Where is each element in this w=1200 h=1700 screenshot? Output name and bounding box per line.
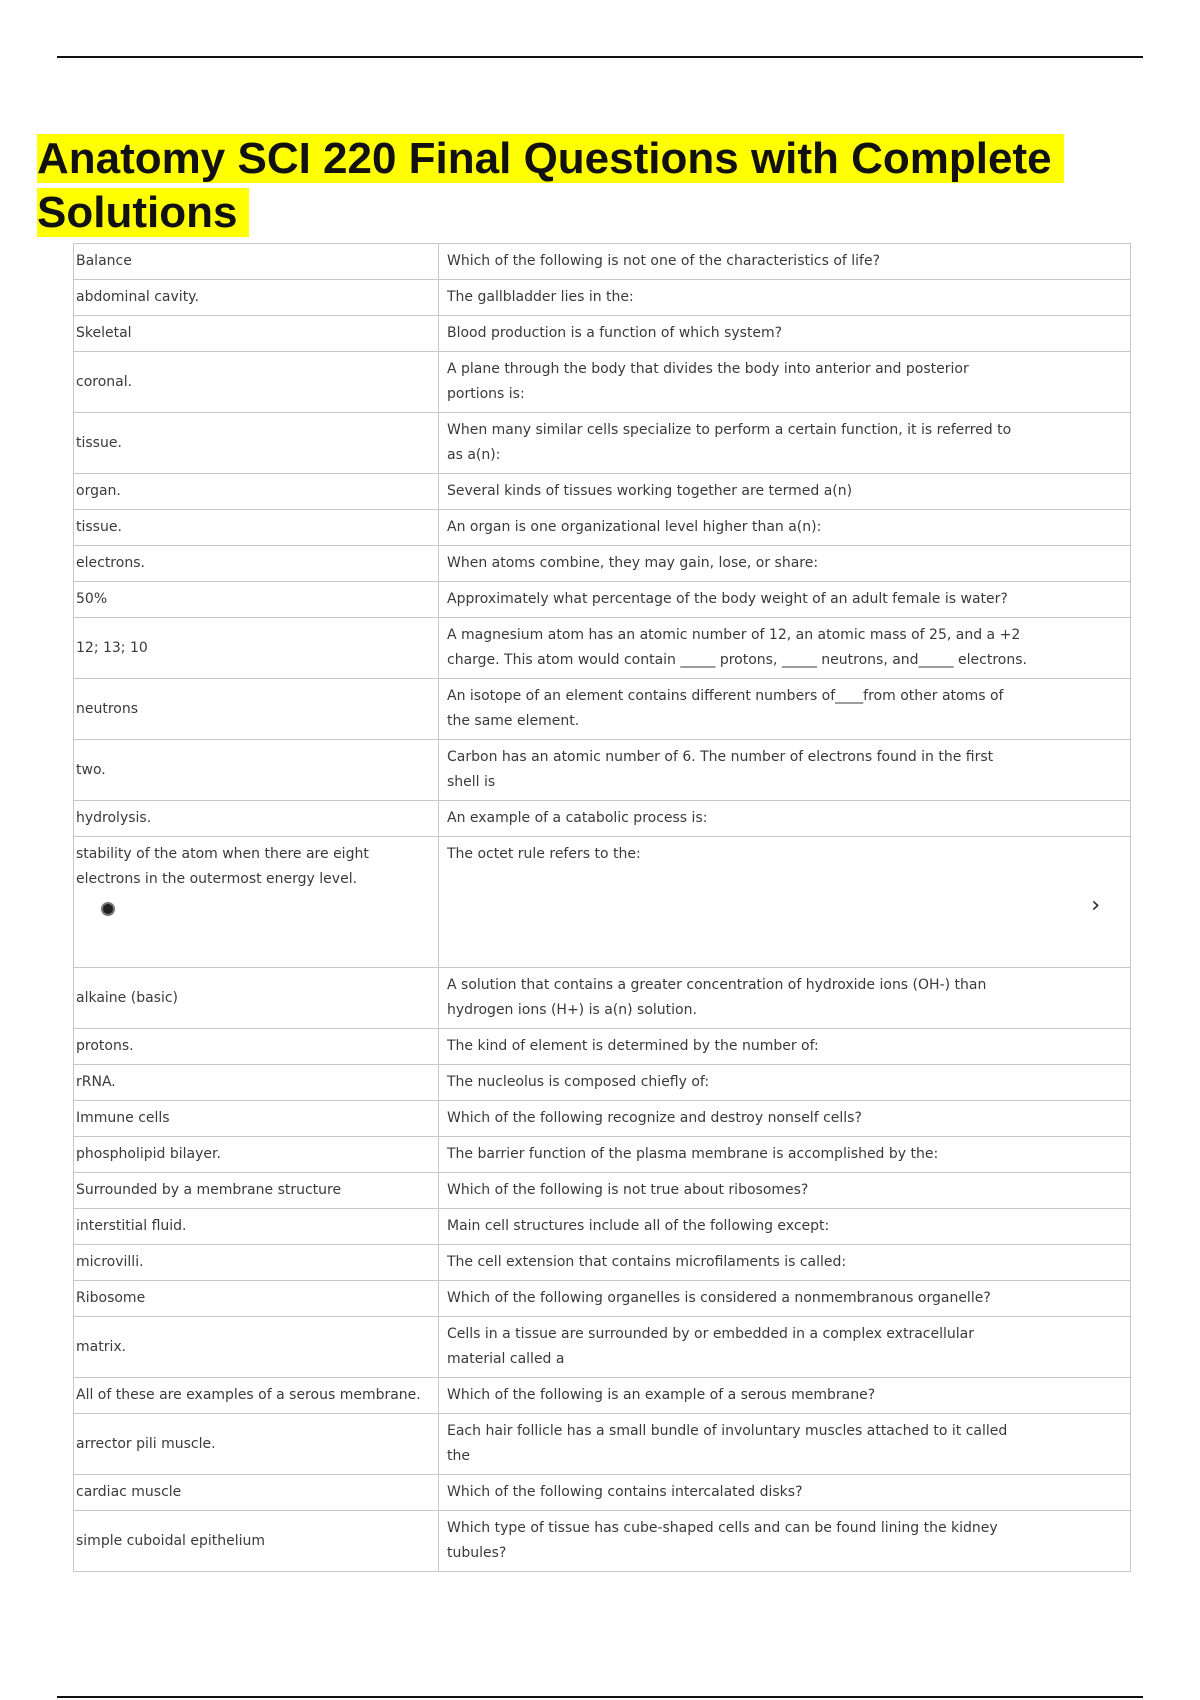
table-row: [74, 679, 1131, 740]
answer-cell: coronal.: [74, 352, 439, 413]
table-row: [74, 1281, 1131, 1317]
table-row: [74, 352, 1131, 413]
table-row: [74, 546, 1131, 582]
table-row: [74, 280, 1131, 316]
table-row: [74, 1029, 1131, 1065]
question-cell: Which type of tissue has cube-shaped cells and can be found lining the kidney tubules?: [439, 1511, 1131, 1572]
answer-cell: electrons.: [74, 546, 439, 582]
question-cell: Which of the following is an example of a serous membrane?: [439, 1378, 1131, 1414]
answer-cell: phospholipid bilayer.: [74, 1137, 439, 1173]
table-row: [74, 244, 1131, 280]
answer-cell: Skeletal: [74, 316, 439, 352]
table-row: [74, 1101, 1131, 1137]
question-cell: Several kinds of tissues working together are termed a(n): [439, 474, 1131, 510]
answer-cell: All of these are examples of a serous membrane.: [74, 1378, 439, 1414]
question-cell: Which of the following organelles is considered a nonmembranous organelle?: [439, 1281, 1131, 1317]
question-cell: The barrier function of the plasma membrane is accomplished by the:: [439, 1137, 1131, 1173]
question-cell: An isotope of an element contains different numbers of____from other atoms of the same element.: [439, 679, 1131, 740]
question-cell: A plane through the body that divides the body into anterior and posterior portions is:: [439, 352, 1131, 413]
answer-cell: rRNA.: [74, 1065, 439, 1101]
question-cell: An example of a catabolic process is:: [439, 801, 1131, 837]
table-row: [74, 316, 1131, 352]
table-row: [74, 1137, 1131, 1173]
question-cell: When many similar cells specialize to perform a certain function, it is referred to as a(n):: [439, 413, 1131, 474]
question-cell: Main cell structures include all of the following except:: [439, 1209, 1131, 1245]
answer-cell: simple cuboidal epithelium: [74, 1511, 439, 1572]
table-row: [74, 510, 1131, 546]
question-cell: Which of the following contains intercalated disks?: [439, 1475, 1131, 1511]
answer-cell: 12; 13; 10: [74, 618, 439, 679]
table-row: [74, 1317, 1131, 1378]
answer-cell: arrector pili muscle.: [74, 1414, 439, 1475]
bottom-rule: [57, 1696, 1143, 1698]
question-cell: The kind of element is determined by the number of:: [439, 1029, 1131, 1065]
question-cell: A magnesium atom has an atomic number of 12, an atomic mass of 25, and a +2 charge. This atom would contain _____ protons, _____ neutrons, and_____ electrons.: [439, 618, 1131, 679]
table-row: [74, 801, 1131, 837]
answer-cell: protons.: [74, 1029, 439, 1065]
answer-text: stability of the atom when there are eight electrons in the outermost energy level.: [76, 846, 369, 887]
page-title: Anatomy SCI 220 Final Questions with Complete Solutions: [37, 132, 1137, 240]
table-row: [74, 413, 1131, 474]
answer-cell: alkaine (basic): [74, 968, 439, 1029]
table-row: [74, 1245, 1131, 1281]
question-cell: An organ is one organizational level higher than a(n):: [439, 510, 1131, 546]
question-cell: Cells in a tissue are surrounded by or embedded in a complex extracellular material called a: [439, 1317, 1131, 1378]
question-cell: The cell extension that contains microfilaments is called:: [439, 1245, 1131, 1281]
table-row: [74, 1209, 1131, 1245]
question-cell: Each hair follicle has a small bundle of involuntary muscles attached to it called the: [439, 1414, 1131, 1475]
answer-cell: Immune cells: [74, 1101, 439, 1137]
answer-cell: neutrons: [74, 679, 439, 740]
question-cell: The gallbladder lies in the:: [439, 280, 1131, 316]
answer-cell: tissue.: [74, 510, 439, 546]
answer-cell: Surrounded by a membrane structure: [74, 1173, 439, 1209]
question-cell: The nucleolus is composed chiefly of:: [439, 1065, 1131, 1101]
answer-cell: two.: [74, 740, 439, 801]
answer-cell: tissue.: [74, 413, 439, 474]
answer-cell: organ.: [74, 474, 439, 510]
table-row: [74, 837, 1131, 968]
answer-cell: Ribosome: [74, 1281, 439, 1317]
table-row: [74, 582, 1131, 618]
answer-cell: [74, 837, 439, 968]
question-text: The octet rule refers to the:: [447, 846, 641, 862]
question-cell: Which of the following is not true about ribosomes?: [439, 1173, 1131, 1209]
table-row: [74, 740, 1131, 801]
question-cell: When atoms combine, they may gain, lose, or share:: [439, 546, 1131, 582]
qa-table: [73, 243, 1131, 1572]
table-row: [74, 474, 1131, 510]
question-cell: A solution that contains a greater concentration of hydroxide ions (OH-) than hydrogen ions (H+) is a(n) solution.: [439, 968, 1131, 1029]
question-cell: Which of the following is not one of the characteristics of life?: [439, 244, 1131, 280]
question-cell: Which of the following recognize and destroy nonself cells?: [439, 1101, 1131, 1137]
dot-icon[interactable]: [101, 902, 115, 916]
table-row: [74, 618, 1131, 679]
top-rule: [57, 56, 1143, 58]
answer-cell: abdominal cavity.: [74, 280, 439, 316]
table-row: [74, 1475, 1131, 1511]
table-row: [74, 1414, 1131, 1475]
question-cell: Approximately what percentage of the body weight of an adult female is water?: [439, 582, 1131, 618]
answer-cell: matrix.: [74, 1317, 439, 1378]
answer-cell: hydrolysis.: [74, 801, 439, 837]
question-cell: Carbon has an atomic number of 6. The number of electrons found in the first shell is: [439, 740, 1131, 801]
table-row: [74, 1511, 1131, 1572]
question-cell: Blood production is a function of which system?: [439, 316, 1131, 352]
table-row: [74, 968, 1131, 1029]
answer-cell: Balance: [74, 244, 439, 280]
answer-cell: 50%: [74, 582, 439, 618]
table-row: [74, 1173, 1131, 1209]
answer-cell: interstitial fluid.: [74, 1209, 439, 1245]
chevron-right-icon[interactable]: ›: [1091, 893, 1100, 918]
table-row: [74, 1378, 1131, 1414]
question-cell: [439, 837, 1131, 968]
table-row: [74, 1065, 1131, 1101]
answer-cell: microvilli.: [74, 1245, 439, 1281]
answer-cell: cardiac muscle: [74, 1475, 439, 1511]
